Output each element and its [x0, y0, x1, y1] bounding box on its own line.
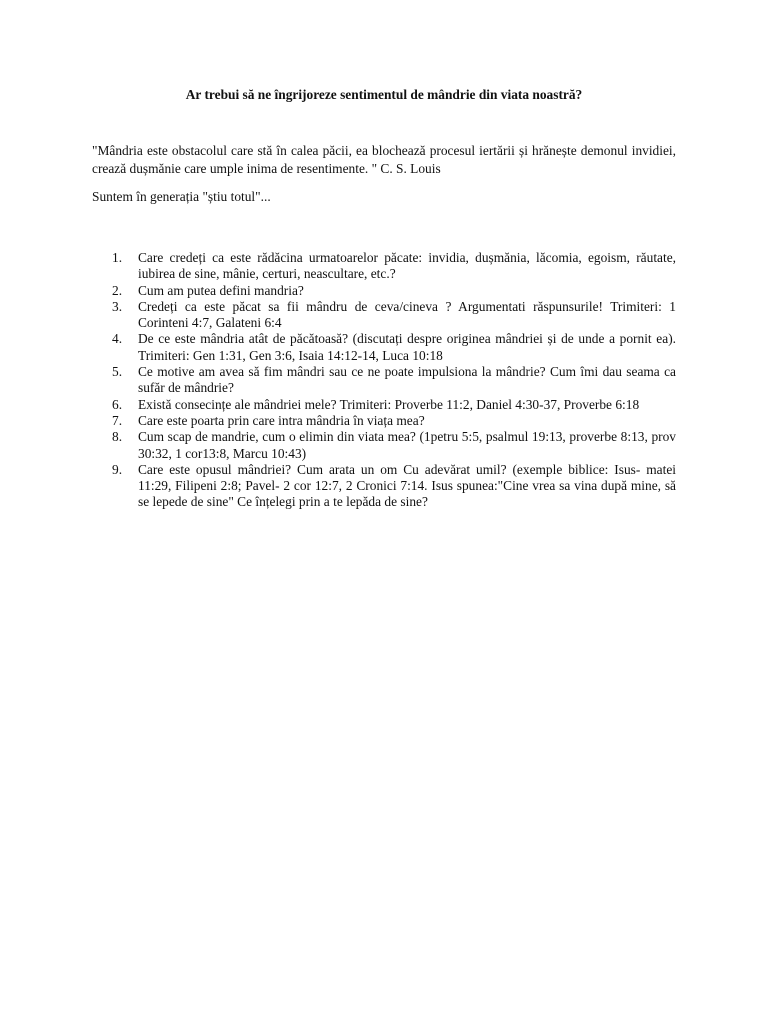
list-item: [92, 429, 676, 462]
list-item-number: 1.: [112, 250, 123, 265]
list-item: [92, 364, 676, 397]
list-item: [92, 250, 676, 283]
list-item-text: De ce este mândria atât de păcătoasă? (discutați despre originea mândriei și de unde a pornit ea). Trimiteri: Gen 1:31, Gen 3:6, Isaia 14:12-14, Luca 10:18: [138, 331, 676, 363]
list-item: [92, 462, 676, 511]
list-item-text: Care credeți ca este rădăcina urmatoarelor păcate: invidia, dușmănia, lăcomia, egoism, răutate, iubirea de sine, mânie, certuri, neascultare, etc.?: [138, 250, 676, 282]
list-item: [92, 397, 676, 413]
list-item: [92, 413, 676, 429]
list-item-text: Care este poarta prin care intra mândria în viața mea?: [138, 412, 425, 428]
question-list: [92, 250, 676, 511]
list-item-text: Ce motive am avea să fim mândri sau ce ne poate impulsiona la mândrie? Cum îmi dau seama ca sufăr de mândrie?: [138, 364, 676, 396]
list-item-number: 4.: [112, 331, 123, 347]
list-item-number: 2.: [112, 282, 123, 298]
list-item-number: 5.: [112, 364, 123, 380]
list-item: [92, 299, 676, 332]
list-item: [92, 283, 676, 299]
list-item-number: 7.: [112, 412, 123, 428]
list-item-number: 8.: [112, 429, 123, 445]
intro-line: Suntem în generația "știu totul"...: [92, 189, 271, 204]
list-item-number: 3.: [112, 298, 123, 314]
list-item-number: 6.: [112, 396, 123, 412]
opening-quote: "Mândria este obstacolul care stă în calea păcii, ea blochează procesul iertării și hrănește demonul invidiei, crează dușmănie care umple inima de resentimente. " C. S. Louis: [92, 143, 676, 176]
list-item: [92, 331, 676, 364]
list-item-text: Cum am putea defini mandria?: [138, 282, 304, 298]
list-item-text: Cum scap de mandrie, cum o elimin din viata mea? (1petru 5:5, psalmul 19:13, proverbe 8:13, prov 30:32, 1 cor13:8, Marcu 10:43): [138, 429, 676, 461]
list-item-text: Credeți ca este păcat sa fii mândru de ceva/cineva ? Argumentati răspunsurile! Trimiteri: 1 Corinteni 4:7, Galateni 6:4: [138, 298, 676, 331]
list-item-number: 9.: [112, 461, 123, 477]
list-item-text: Care este opusul mândriei? Cum arata un om Cu adevărat umil? (exemple biblice: Isus- matei 11:29, Filipeni 2:8; Pavel- 2 cor 12:7, 2 Cronici 7:14. Isus spunea:"Cine vrea sa vina după mine, să se lepede de sine" Ce înțelegi prin a te lepăda de sine?: [138, 461, 676, 510]
list-item-text: Există consecințe ale mândriei mele? Trimiteri: Proverbe 11:2, Daniel 4:30-37, Proverbe 6:18: [138, 396, 640, 412]
document-title: Ar trebui să ne îngrijoreze sentimentul de mândrie din viata noastră?: [185, 87, 583, 102]
